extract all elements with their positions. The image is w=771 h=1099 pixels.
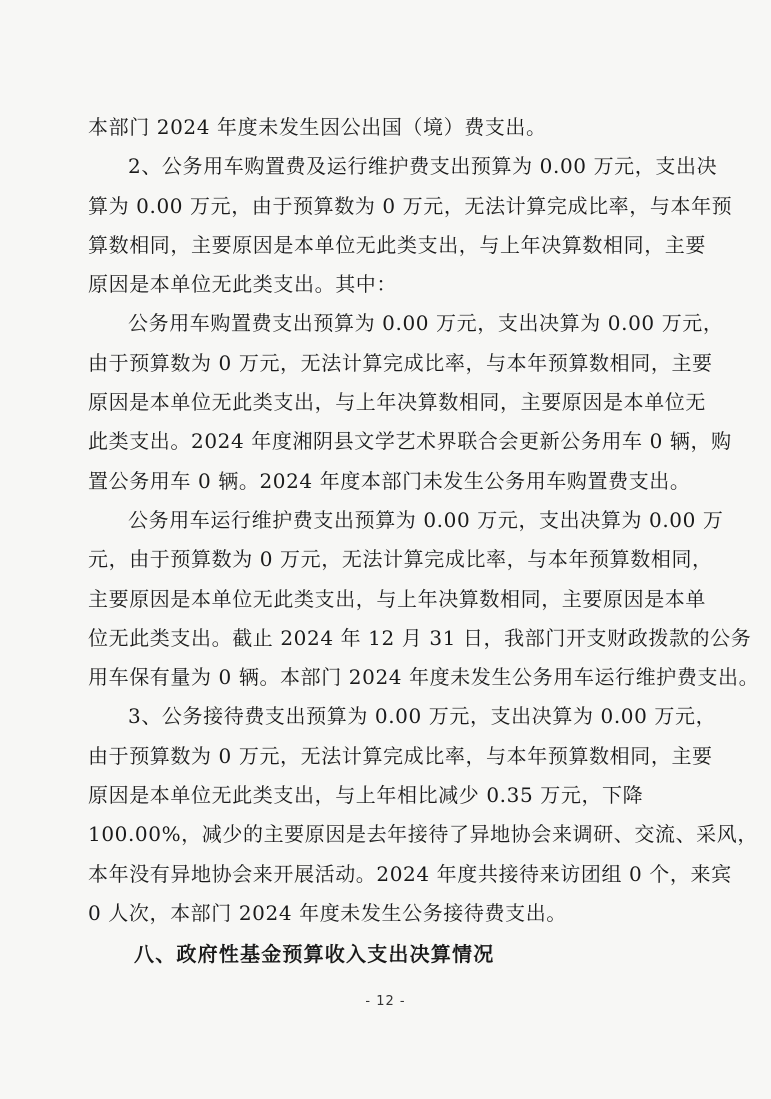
text-line-5: 原因是本单位无此类支出。其中： [88,272,397,297]
text-line-10: 置公务用车 0 辆。2024 年度本部门未发生公务用车购置费支出。 [88,468,691,493]
text-line-14: 位无此类支出。截止 2024 年 12 月 31 日，我部门开支财政拨款的公务 [88,625,752,650]
text-line-9: 此类支出。2024 年度湘阴县文学艺术界联合会更新公务用车 0 辆，购 [88,429,732,454]
text-line-12: 元，由于预算数为 0 万元，无法计算完成比率，与本年预算数相同， [88,547,713,572]
document-body [88,108,760,975]
text-line-21: 0 人次，本部门 2024 年度未发生公务接待费支出。 [88,900,567,925]
text-line-17: 由于预算数为 0 万元，无法计算完成比率，与本年预算数相同，主要 [88,743,713,768]
text-line-3: 算为 0.00 万元，由于预算数为 0 万元，无法计算完成比率，与本年预 [88,193,733,218]
text-line-15: 用车保有量为 0 辆。本部门 2024 年度未发生公务用车运行维护费支出。 [88,665,760,690]
text-line-13: 主要原因是本单位无此类支出，与上年决算数相同，主要原因是本单 [88,586,706,611]
page-number: - 12 - [365,994,406,1009]
text-line-18: 原因是本单位无此类支出，与上年相比减少 0.35 万元，下降 [88,783,644,808]
text-line-16: 3、公务接待费支出预算为 0.00 万元，支出决算为 0.00 万元， [128,704,717,729]
text-line-1: 本部门 2024 年度未发生因公出国（境）费支出。 [88,115,547,139]
text-line-20: 本年没有异地协会来开展活动。2024 年度共接待来访团组 0 个，来宾 [88,861,732,886]
section-heading: 八、政府性基金预算收入支出决算情况 [134,942,495,967]
text-line-4: 算数相同，主要原因是本单位无此类支出，与上年决算数相同，主要 [88,232,706,257]
text-line-11: 公务用车运行维护费支出预算为 0.00 万元，支出决算为 0.00 万 [128,507,724,532]
text-line-8: 原因是本单位无此类支出，与上年决算数相同，主要原因是本单位无 [88,390,706,415]
text-line-7: 由于预算数为 0 万元，无法计算完成比率，与本年预算数相同，主要 [88,350,713,375]
text-line-6: 公务用车购置费支出预算为 0.00 万元，支出决算为 0.00 万元， [128,311,724,336]
text-line-2: 2、公务用车购置费及运行维护费支出预算为 0.00 万元，支出决 [128,154,718,179]
text-line-19: 100.00%，减少的主要原因是去年接待了异地协会来调研、交流、采风， [88,822,758,847]
